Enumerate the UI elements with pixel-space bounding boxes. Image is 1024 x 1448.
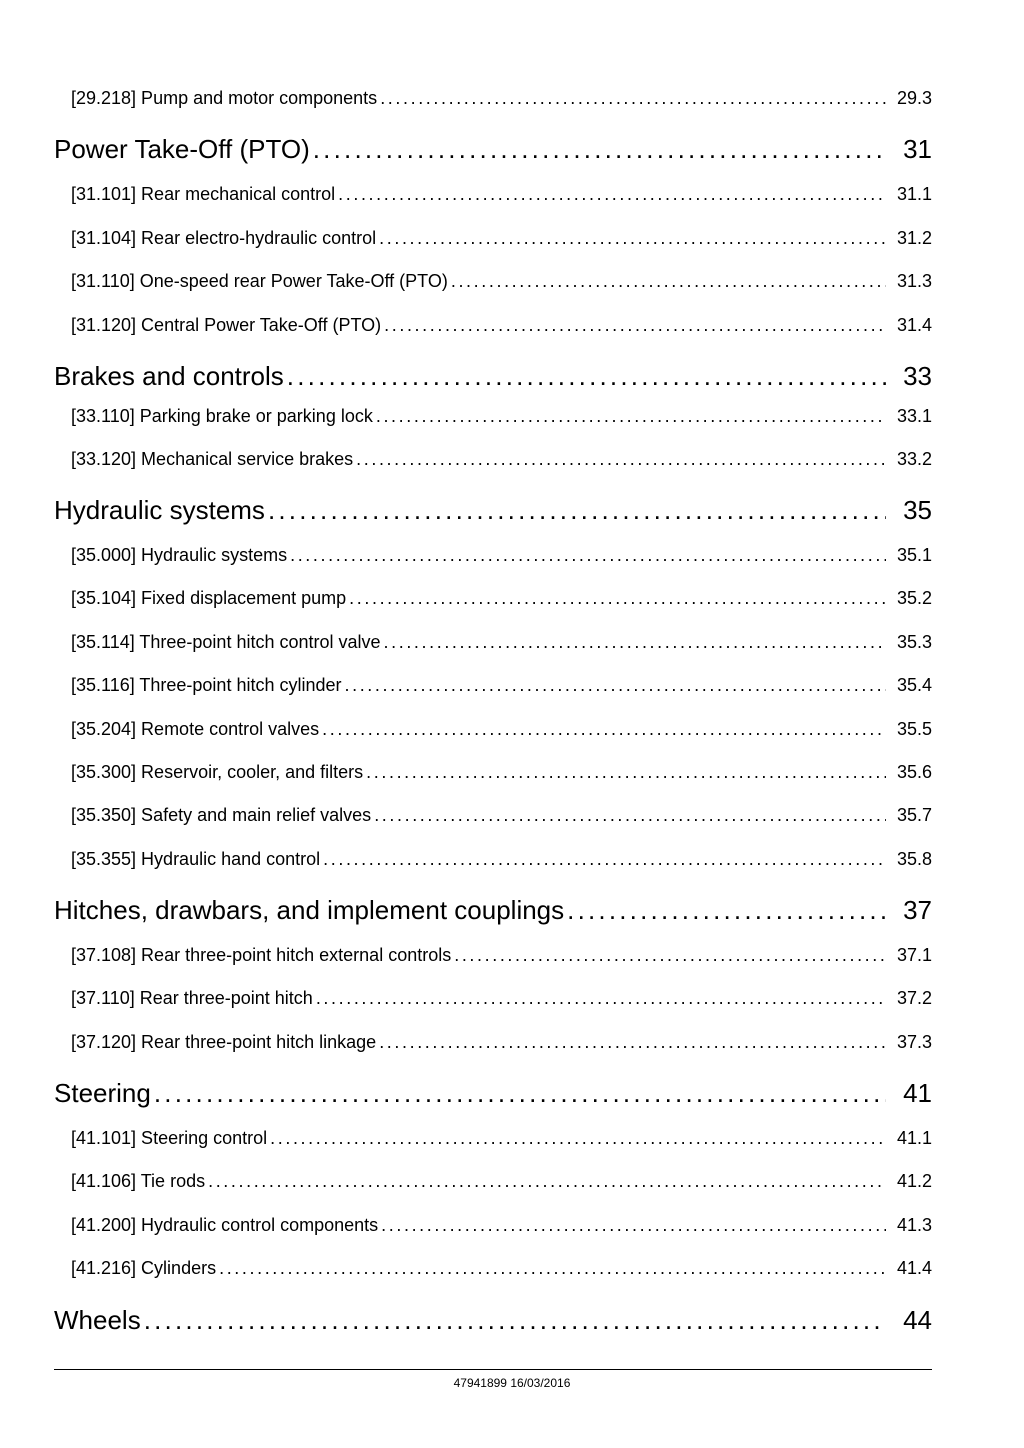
footer-doc-number: 47941899 16/03/2016 — [453, 1376, 571, 1390]
toc-page-number: 41.1 — [896, 1128, 932, 1148]
toc-entry-title: [31.101] Rear mechanical control — [71, 184, 336, 204]
toc-entry[interactable] — [71, 406, 932, 427]
toc-entry[interactable] — [71, 228, 932, 249]
toc-entry-title: Hydraulic systems — [54, 495, 265, 525]
dot-leader — [384, 315, 886, 336]
toc-entry-title: Wheels — [54, 1305, 141, 1335]
toc-page-number: 35.5 — [896, 719, 932, 739]
toc-entry-title: [37.120] Rear three-point hitch linkage — [71, 1032, 377, 1052]
toc-entry-title: [35.350] Safety and main relief valves — [71, 805, 372, 825]
dot-leader — [313, 134, 886, 165]
toc-entry-title: [35.114] Three-point hitch control valve — [71, 632, 381, 652]
toc-entry-title: [41.216] Cylinders — [71, 1258, 217, 1278]
dot-leader — [381, 1215, 886, 1236]
toc-entry[interactable] — [71, 184, 932, 205]
toc-page-number: 41.2 — [896, 1171, 932, 1191]
toc-section[interactable] — [54, 1078, 932, 1109]
toc-entry[interactable] — [71, 545, 932, 566]
toc-page-number: 33 — [903, 361, 932, 391]
toc-entry-title: [35.116] Three-point hitch cylinder — [71, 675, 342, 695]
dot-leader — [144, 1305, 886, 1336]
toc-entry[interactable] — [71, 1128, 932, 1149]
toc-page-number: 31.2 — [896, 228, 932, 248]
toc-entry-title: [41.200] Hydraulic control components — [71, 1215, 379, 1235]
toc-page-number: 31 — [903, 134, 932, 164]
dot-leader — [323, 849, 886, 870]
toc-entry[interactable] — [71, 762, 932, 783]
toc-entry-title: [41.106] Tie rods — [71, 1171, 206, 1191]
toc-section[interactable] — [54, 495, 932, 526]
dot-leader — [454, 945, 886, 966]
toc-entry[interactable] — [71, 1032, 932, 1053]
dot-leader — [356, 449, 886, 470]
toc-entry[interactable] — [71, 632, 932, 653]
toc-entry[interactable] — [71, 719, 932, 740]
dot-leader — [290, 545, 886, 566]
toc-entry-title: Hitches, drawbars, and implement couplings — [54, 895, 565, 925]
toc-entry[interactable] — [71, 675, 932, 696]
toc-page-number: 35.3 — [896, 632, 932, 652]
dot-leader — [380, 88, 886, 109]
toc-entry-title: [35.000] Hydraulic systems — [71, 545, 288, 565]
toc-page-number: 35.1 — [896, 545, 932, 565]
toc-entry-title: [35.104] Fixed displacement pump — [71, 588, 347, 608]
toc-page-number: 35.8 — [896, 849, 932, 869]
dot-leader — [384, 632, 886, 653]
toc-page-number: 35 — [903, 495, 932, 525]
dot-leader — [338, 184, 886, 205]
toc-entry-title: [41.101] Steering control — [71, 1128, 268, 1148]
toc-entry-title: [33.120] Mechanical service brakes — [71, 449, 354, 469]
toc-entry[interactable] — [71, 1171, 932, 1192]
dot-leader — [154, 1078, 886, 1109]
toc-page-number: 37.2 — [896, 988, 932, 1008]
dot-leader — [451, 271, 886, 292]
toc-section[interactable] — [54, 361, 932, 392]
footer-divider — [54, 1369, 932, 1370]
toc-section[interactable] — [54, 895, 932, 926]
toc-page-number: 37.3 — [896, 1032, 932, 1052]
toc-entry[interactable] — [71, 315, 932, 336]
toc-page-number: 35.4 — [896, 675, 932, 695]
toc-entry-title: Power Take-Off (PTO) — [54, 134, 310, 164]
toc-page-number: 33.1 — [896, 406, 932, 426]
toc-entry[interactable] — [71, 805, 932, 826]
toc-page-number: 31.3 — [896, 271, 932, 291]
toc-page-number: 29.3 — [896, 88, 932, 108]
toc-page-number: 35.7 — [896, 805, 932, 825]
dot-leader — [208, 1171, 886, 1192]
toc-page-number: 31.1 — [896, 184, 932, 204]
toc-entry[interactable] — [71, 588, 932, 609]
toc-page-number: 35.6 — [896, 762, 932, 782]
toc-page-number: 37 — [903, 895, 932, 925]
toc-entry[interactable] — [71, 449, 932, 470]
toc-entry[interactable] — [71, 988, 932, 1009]
dot-leader — [366, 762, 886, 783]
toc-entry[interactable] — [71, 849, 932, 870]
toc-page-number: 33.2 — [896, 449, 932, 469]
toc-page-number: 41.4 — [896, 1258, 932, 1278]
dot-leader — [379, 1032, 886, 1053]
toc-section[interactable] — [54, 1305, 932, 1336]
toc-page-number: 41 — [903, 1078, 932, 1108]
dot-leader — [316, 988, 886, 1009]
dot-leader — [287, 361, 886, 392]
dot-leader — [268, 495, 886, 526]
toc-entry-title: [35.300] Reservoir, cooler, and filters — [71, 762, 364, 782]
toc-entry[interactable] — [71, 1258, 932, 1279]
toc-entry-title: [35.204] Remote control valves — [71, 719, 320, 739]
toc-entry-title: [29.218] Pump and motor components — [71, 88, 378, 108]
toc-entry-title: [31.110] One-speed rear Power Take-Off (PTO) — [71, 271, 448, 291]
toc-entry-title: Steering — [54, 1078, 151, 1108]
dot-leader — [379, 228, 886, 249]
dot-leader — [270, 1128, 886, 1149]
toc-entry-title: [37.110] Rear three-point hitch — [71, 988, 313, 1008]
dot-leader — [374, 805, 886, 826]
toc-section[interactable] — [54, 134, 932, 165]
toc-entry-title: [31.120] Central Power Take-Off (PTO) — [71, 315, 382, 335]
toc-entry-title: [31.104] Rear electro-hydraulic control — [71, 228, 377, 248]
dot-leader — [567, 895, 886, 926]
toc-entry-title: [33.110] Parking brake or parking lock — [71, 406, 373, 426]
toc-entry[interactable] — [71, 1215, 932, 1236]
toc-entry-title: [37.108] Rear three-point hitch external controls — [71, 945, 452, 965]
dot-leader — [322, 719, 886, 740]
toc-page-number: 41.3 — [896, 1215, 932, 1235]
dot-leader — [345, 675, 887, 696]
toc-entry-title: Brakes and controls — [54, 361, 284, 391]
toc-entry[interactable] — [71, 271, 932, 292]
dot-leader — [219, 1258, 886, 1279]
toc-entry[interactable] — [71, 945, 932, 966]
toc-page-number: 37.1 — [896, 945, 932, 965]
toc-entry-title: [35.355] Hydraulic hand control — [71, 849, 321, 869]
dot-leader — [376, 406, 886, 427]
toc-page-number: 44 — [903, 1305, 932, 1335]
toc-entry[interactable] — [71, 88, 932, 109]
toc-page-number: 31.4 — [896, 315, 932, 335]
toc-page-number: 35.2 — [896, 588, 932, 608]
dot-leader — [349, 588, 886, 609]
